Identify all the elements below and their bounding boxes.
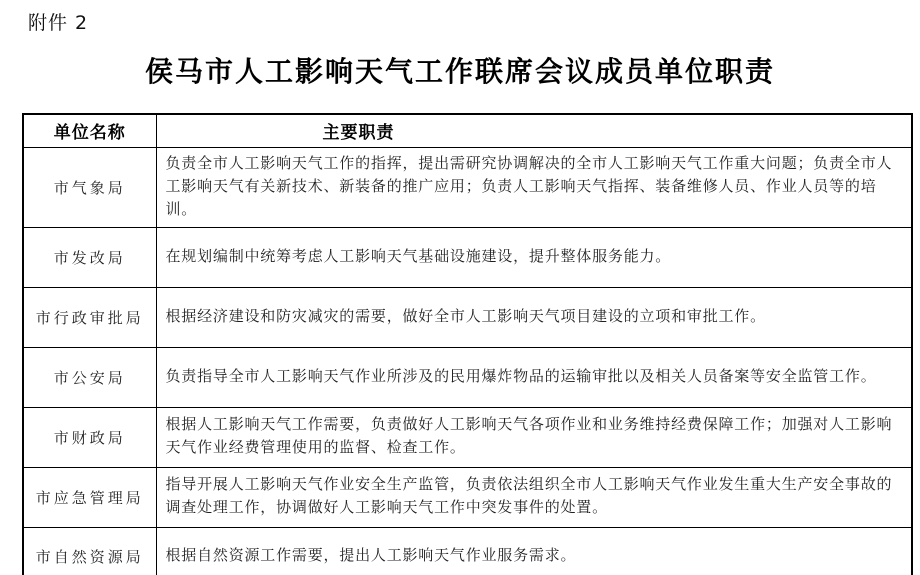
column-header-unit-name: 单位名称	[23, 114, 156, 147]
attachment-label: 附件 2	[28, 12, 89, 34]
unit-name-cell: 市自然资源局	[23, 527, 156, 575]
unit-name-cell: 市公安局	[23, 347, 156, 407]
duty-cell: 根据经济建设和防灾减灾的需要，做好全市人工影响天气项目建设的立项和审批工作。	[156, 287, 912, 347]
table-row	[23, 227, 912, 287]
table-row	[23, 147, 912, 227]
unit-name-cell: 市行政审批局	[23, 287, 156, 347]
document-title: 侯马市人工影响天气工作联席会议成员单位职责	[144, 55, 775, 88]
duty-cell: 负责指导全市人工影响天气作业所涉及的民用爆炸物品的运输审批以及相关人员备案等安全监管工作。	[156, 347, 912, 407]
unit-name-cell: 市气象局	[23, 147, 156, 227]
unit-name-cell: 市应急管理局	[23, 467, 156, 527]
duty-cell: 指导开展人工影响天气作业安全生产监管，负责依法组织全市人工影响天气作业发生重大生产安全事故的调查处理工作，协调做好人工影响天气工作中突发事件的处置。	[156, 467, 912, 527]
table-row	[23, 287, 912, 347]
duty-cell: 根据人工影响天气工作需要，负责做好人工影响天气各项作业和业务维持经费保障工作；加强对人工影响天气作业经费管理使用的监督、检查工作。	[156, 407, 912, 467]
table-row	[23, 407, 912, 467]
responsibilities-table	[22, 113, 913, 575]
unit-name-cell: 市财政局	[23, 407, 156, 467]
table-row	[23, 527, 912, 575]
duty-cell: 负责全市人工影响天气工作的指挥，提出需研究协调解决的全市人工影响天气工作重大问题；负责全市人工影响天气有关新技术、新装备的推广应用；负责人工影响天气指挥、装备维修人员、作业人员等的培训。	[156, 147, 912, 227]
duty-cell: 在规划编制中统筹考虑人工影响天气基础设施建设，提升整体服务能力。	[156, 227, 912, 287]
column-header-main-duty: 主要职责	[156, 114, 912, 147]
duty-cell: 根据自然资源工作需要，提出人工影响天气作业服务需求。	[156, 527, 912, 575]
table-row	[23, 467, 912, 527]
table-row	[23, 347, 912, 407]
table-header-row	[23, 114, 912, 147]
unit-name-cell: 市发改局	[23, 227, 156, 287]
